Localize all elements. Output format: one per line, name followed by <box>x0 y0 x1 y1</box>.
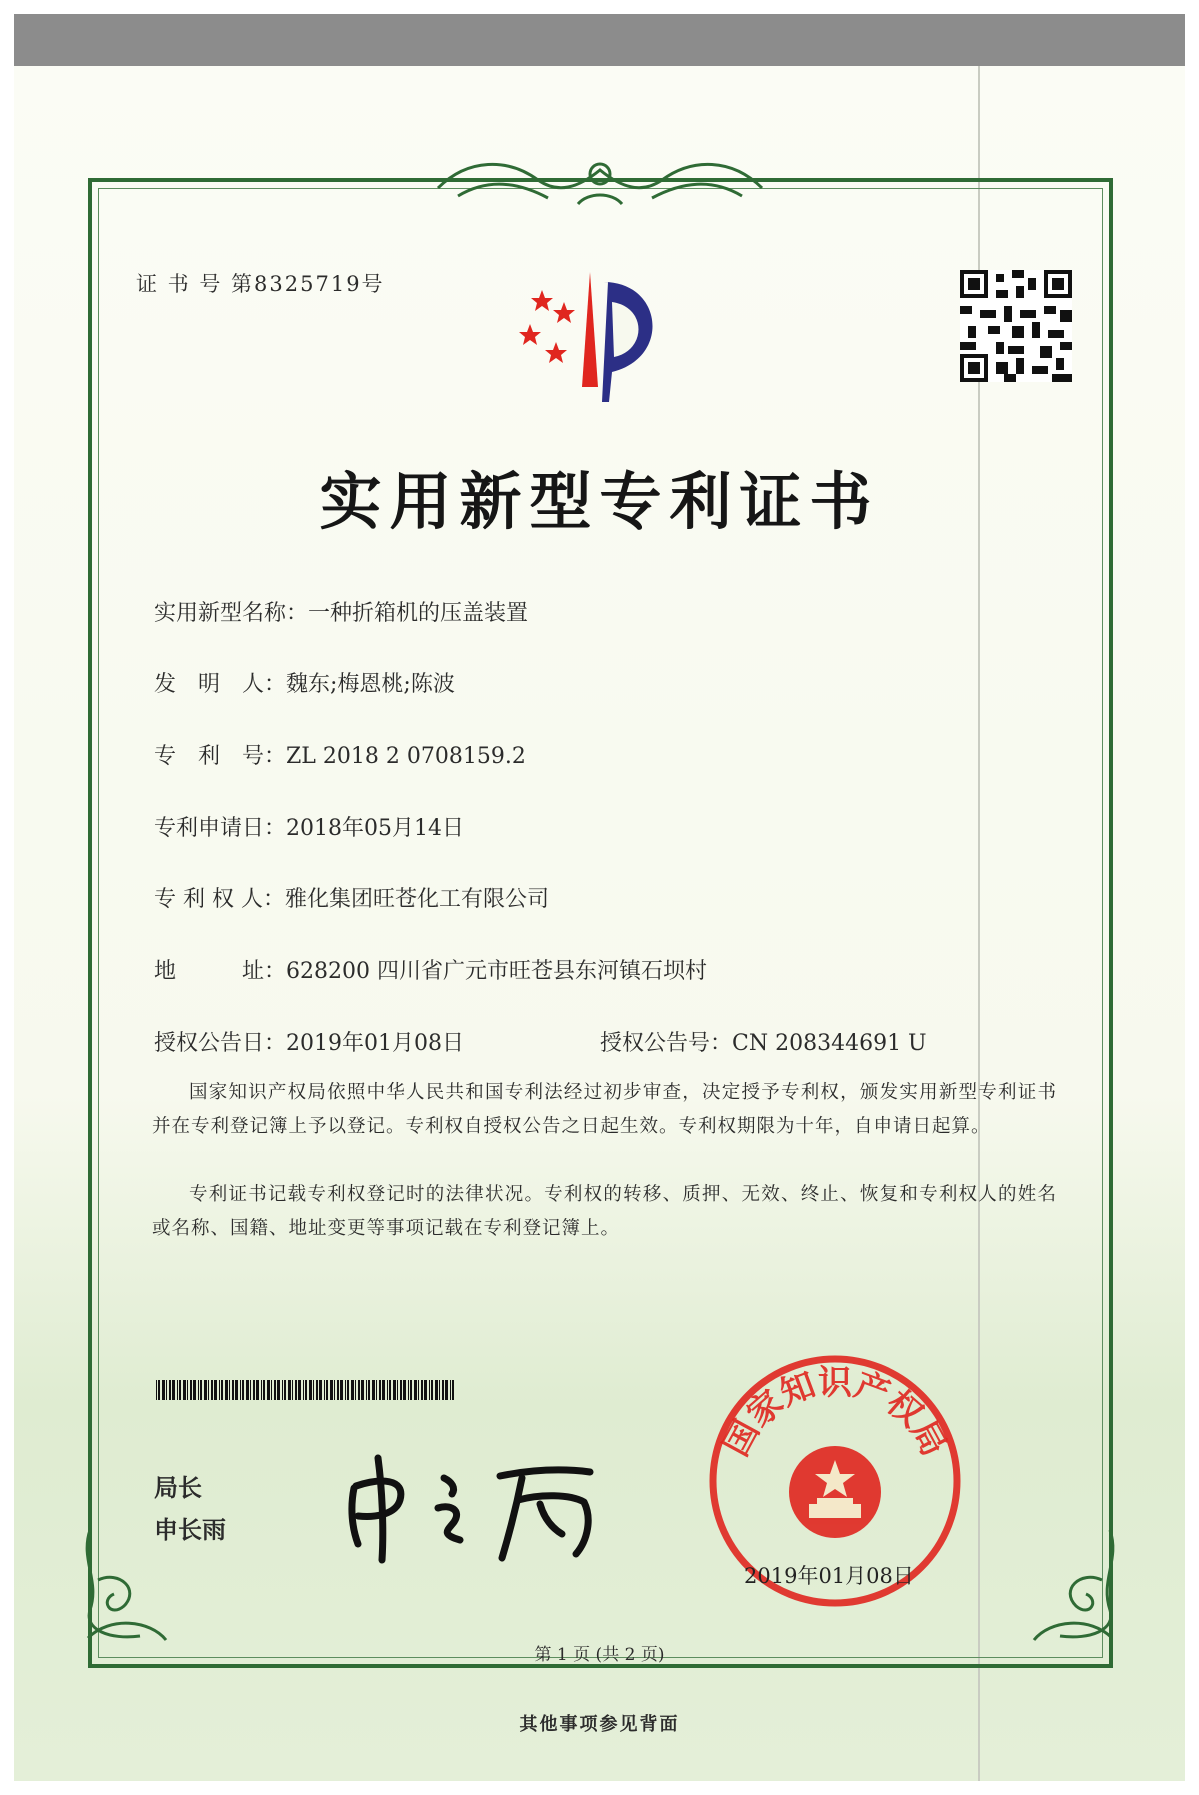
field-patent-holder <box>154 882 549 913</box>
top-ornament-icon <box>428 148 772 212</box>
legal-paragraph-2: 专利证书记载专利权登记时的法律状况。专利权的转移、质押、无效、终止、恢复和专利权人的姓名或名称、国籍、地址变更等事项记载在专利登记簿上。 <box>152 1184 1057 1239</box>
footer-note: 其他事项参见背面 <box>519 1714 680 1735</box>
corner-ornament-bottom-right-icon <box>1020 1520 1130 1650</box>
field-label: 实用新型名称： <box>154 601 309 626</box>
certificate-title: 实用新型专利证书 <box>319 465 880 538</box>
field-application-date <box>154 811 464 842</box>
field-label: 授权公告号： <box>600 1031 733 1056</box>
legal-paragraph-1: 国家知识产权局依照中华人民共和国专利法经过初步审查，决定授予专利权，颁发实用新型专利证书并在专利登记簿上予以登记。专利权自授权公告之日起生效。专利权期限为十年，自申请日起算。 <box>152 1082 1057 1137</box>
seal-text: 国家知识产权局 <box>716 1362 954 1463</box>
director-signature <box>340 1448 610 1568</box>
director-title: 局长 <box>154 1474 202 1502</box>
seal-emblem-icon <box>789 1446 881 1538</box>
field-address <box>154 954 707 985</box>
field-label: 专 利 号： <box>154 744 287 769</box>
field-patent-number <box>154 739 526 770</box>
field-value: 魏东;梅恩桃;陈波 <box>286 672 455 697</box>
field-value: 2018年05月14日 <box>286 816 464 841</box>
field-announcement-number <box>600 1026 927 1057</box>
field-label: 地 址： <box>154 959 287 984</box>
field-value: ZL 2018 2 0708159.2 <box>286 744 526 769</box>
field-label: 发 明 人： <box>154 672 287 697</box>
field-label: 专 利 权 人： <box>154 887 285 912</box>
scan-top-bar <box>14 14 1185 66</box>
field-label: 授权公告日： <box>154 1031 287 1056</box>
barcode-icon <box>156 1380 456 1400</box>
page-number: 第 1 页 (共 2 页) <box>534 1645 665 1665</box>
qr-code-icon <box>960 270 1072 382</box>
field-value: 628200 四川省广元市旺苍县东河镇石坝村 <box>286 959 707 984</box>
field-label: 专利申请日： <box>154 816 287 841</box>
patent-office-logo-icon <box>512 262 692 412</box>
field-announcement-date <box>154 1026 464 1057</box>
field-value: 雅化集团旺苍化工有限公司 <box>284 887 549 912</box>
seal-date: 2019年01月08日 <box>744 1564 914 1588</box>
field-value: 2019年01月08日 <box>286 1031 464 1056</box>
director-name: 申长雨 <box>154 1516 226 1544</box>
field-utility-model-name <box>154 596 528 627</box>
field-inventor <box>154 667 455 698</box>
field-value: CN 208344691 U <box>732 1031 927 1056</box>
certificate-number: 证 书 号 第8325719号 <box>136 272 385 296</box>
field-value: 一种折箱机的压盖装置 <box>308 601 529 626</box>
